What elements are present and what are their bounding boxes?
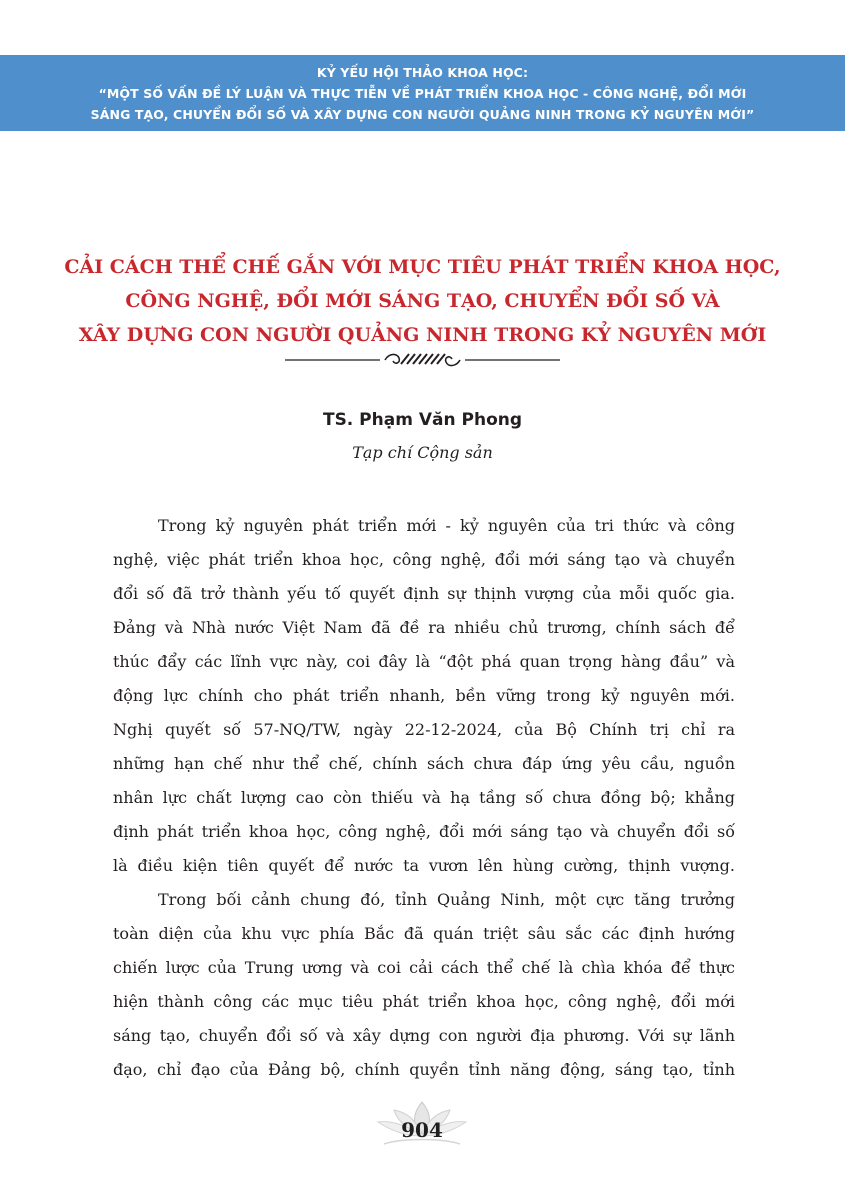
title-divider-ornament bbox=[285, 349, 560, 371]
article-body bbox=[113, 509, 735, 1087]
body-line: chiến lược của Trung ương và coi cải cách thể chế là chìa khóa để thực bbox=[113, 958, 735, 977]
body-line: Trong kỷ nguyên phát triển mới - kỷ nguyên của tri thức và công bbox=[158, 516, 735, 535]
page-number: 904 bbox=[401, 1118, 443, 1142]
body-line: Đảng và Nhà nước Việt Nam đã đề ra nhiều chủ trương, chính sách để bbox=[113, 618, 735, 637]
header-line-1: KỶ YẾU HỘI THẢO KHOA HỌC: bbox=[316, 64, 529, 80]
article-title bbox=[40, 250, 805, 352]
body-line: động lực chính cho phát triển nhanh, bền vững trong kỷ nguyên mới. bbox=[113, 686, 735, 705]
author-name: TS. Phạm Văn Phong bbox=[322, 410, 523, 430]
title-line-1: CẢI CÁCH THỂ CHẾ GẮN VỚI MỤC TIÊU PHÁT TRIỂN KHOA HỌC, bbox=[64, 256, 781, 278]
body-line: thúc đẩy các lĩnh vực này, coi đây là “đột phá quan trọng hàng đầu” và bbox=[113, 652, 735, 671]
body-line: nhân lực chất lượng cao còn thiếu và hạ tầng số chưa đồng bộ; khẳng bbox=[113, 788, 735, 807]
body-line: là điều kiện tiên quyết để nước ta vươn lên hùng cường, thịnh vượng. bbox=[113, 856, 735, 875]
body-line: nghệ, việc phát triển khoa học, công nghệ, đổi mới sáng tạo và chuyển bbox=[113, 550, 735, 569]
body-line: hiện thành công các mục tiêu phát triển khoa học, công nghệ, đổi mới bbox=[113, 992, 735, 1011]
body-line: sáng tạo, chuyển đổi số và xây dựng con người địa phương. Với sự lãnh bbox=[113, 1026, 735, 1045]
conference-header-band bbox=[0, 55, 845, 131]
title-line-3: XÂY DỰNG CON NGƯỜI QUẢNG NINH TRONG KỶ NGUYÊN MỚI bbox=[78, 324, 767, 346]
body-line: đổi số đã trở thành yếu tố quyết định sự thịnh vượng của mỗi quốc gia. bbox=[113, 584, 735, 603]
body-line: định phát triển khoa học, công nghệ, đổi mới sáng tạo và chuyển đổi số bbox=[113, 822, 735, 841]
body-line: Trong bối cảnh chung đó, tỉnh Quảng Ninh, một cực tăng trưởng bbox=[158, 890, 735, 909]
body-line: Nghị quyết số 57-NQ/TW, ngày 22-12-2024, của Bộ Chính trị chỉ ra bbox=[113, 720, 735, 739]
title-line-2: CÔNG NGHỆ, ĐỔI MỚI SÁNG TẠO, CHUYỂN ĐỔI SỐ VÀ bbox=[125, 290, 720, 312]
header-line-3: SÁNG TẠO, CHUYỂN ĐỔI SỐ VÀ XÂY DỰNG CON NGƯỜI QUẢNG NINH TRONG KỶ NGUYÊN MỚI” bbox=[90, 106, 755, 122]
body-line: đạo, chỉ đạo của Đảng bộ, chính quyền tỉnh năng động, sáng tạo, tỉnh bbox=[113, 1060, 735, 1079]
body-line: những hạn chế như thể chế, chính sách chưa đáp ứng yêu cầu, nguồn bbox=[113, 754, 735, 773]
body-line: toàn diện của khu vực phía Bắc đã quán triệt sâu sắc các định hướng bbox=[113, 924, 735, 943]
header-line-2: “MỘT SỐ VẤN ĐỀ LÝ LUẬN VÀ THỰC TIỄN VỀ PHÁT TRIỂN KHOA HỌC - CÔNG NGHỆ, ĐỔI MỚI bbox=[98, 85, 747, 101]
author-affiliation: Tạp chí Cộng sản bbox=[352, 443, 493, 462]
